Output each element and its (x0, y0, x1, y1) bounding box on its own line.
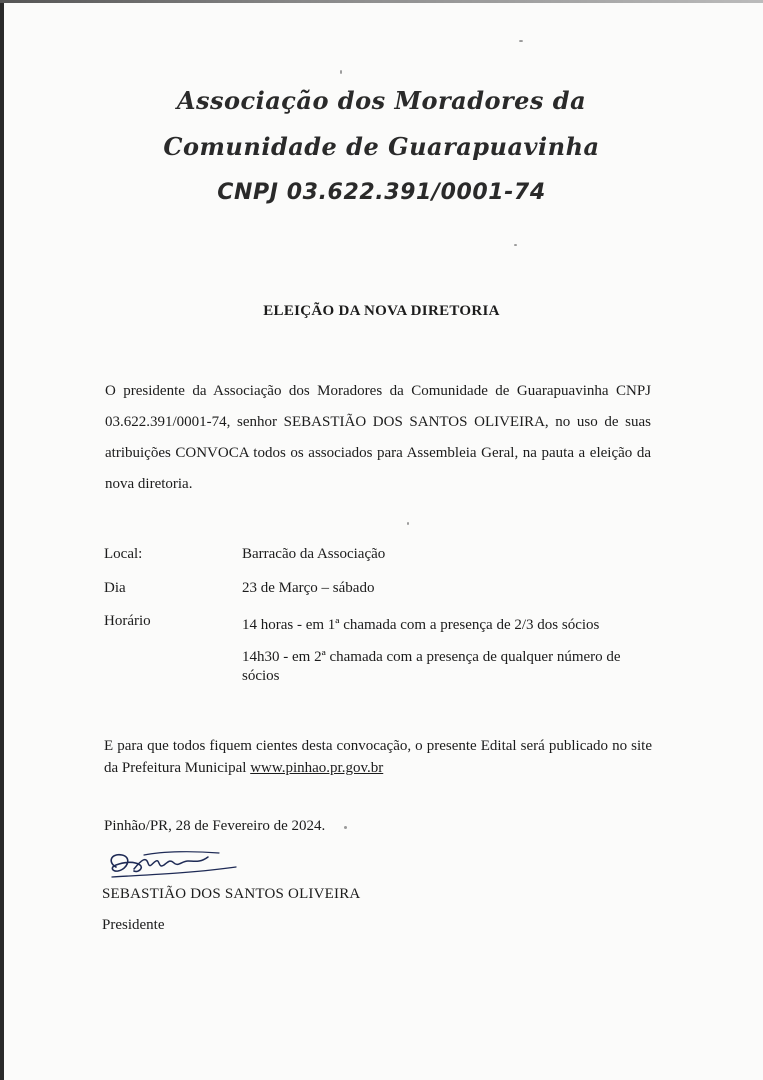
prefeitura-link[interactable]: www.pinhao.pr.gov.br (250, 760, 384, 776)
signer-role: Presidente (102, 917, 165, 933)
scan-edge-left (0, 0, 4, 1080)
horario-second-call: 14h30 - em 2ª chamada com a presença de qualquer número de sócios (242, 649, 621, 684)
scan-speck (340, 70, 342, 74)
closing-paragraph (104, 735, 652, 779)
horario-first-call: 14 horas - em 1ª chamada com a presença de 2/3 dos sócios (242, 617, 600, 633)
local-label: Local: (104, 546, 143, 562)
scan-edge-top (0, 0, 763, 3)
scan-speck (344, 826, 347, 829)
date-line: Pinhão/PR, 28 de Fevereiro de 2024. (104, 818, 326, 834)
scan-speck (519, 40, 523, 42)
convocation-text: O presidente da Associação dos Moradores da Comunidade de Guarapuavinha CNPJ 03.622.391/0001-74, senhor SEBASTIÃO DOS SANTOS OLIVEIRA, no uso de suas atribuições CONVOCA todos os associados para Assembleia Geral, na pauta a eleição da nova diretoria. (105, 383, 651, 492)
scan-speck (514, 244, 517, 246)
horario-label: Horário (104, 613, 151, 629)
convocation-paragraph (105, 376, 651, 500)
handwritten-signature (104, 845, 244, 890)
closing-text: E para que todos fiquem cientes desta convocação, o presente Edital será publicado no site da Prefeitura Municipal (104, 738, 652, 776)
scan-speck (407, 522, 409, 525)
local-value: Barracão da Associação (242, 546, 386, 562)
letterhead-cnpj: CNPJ 03.622.391/0001-74 (217, 180, 546, 205)
dia-label: Dia (104, 580, 126, 596)
document-title: ELEIÇÃO DA NOVA DIRETORIA (263, 303, 500, 319)
signer-name: SEBASTIÃO DOS SANTOS OLIVEIRA (102, 886, 361, 902)
dia-value: 23 de Março – sábado (242, 580, 375, 596)
letterhead-line-1: Associação dos Moradores da (176, 86, 587, 115)
letterhead-line-2: Comunidade de Guarapuavinha (163, 132, 600, 161)
